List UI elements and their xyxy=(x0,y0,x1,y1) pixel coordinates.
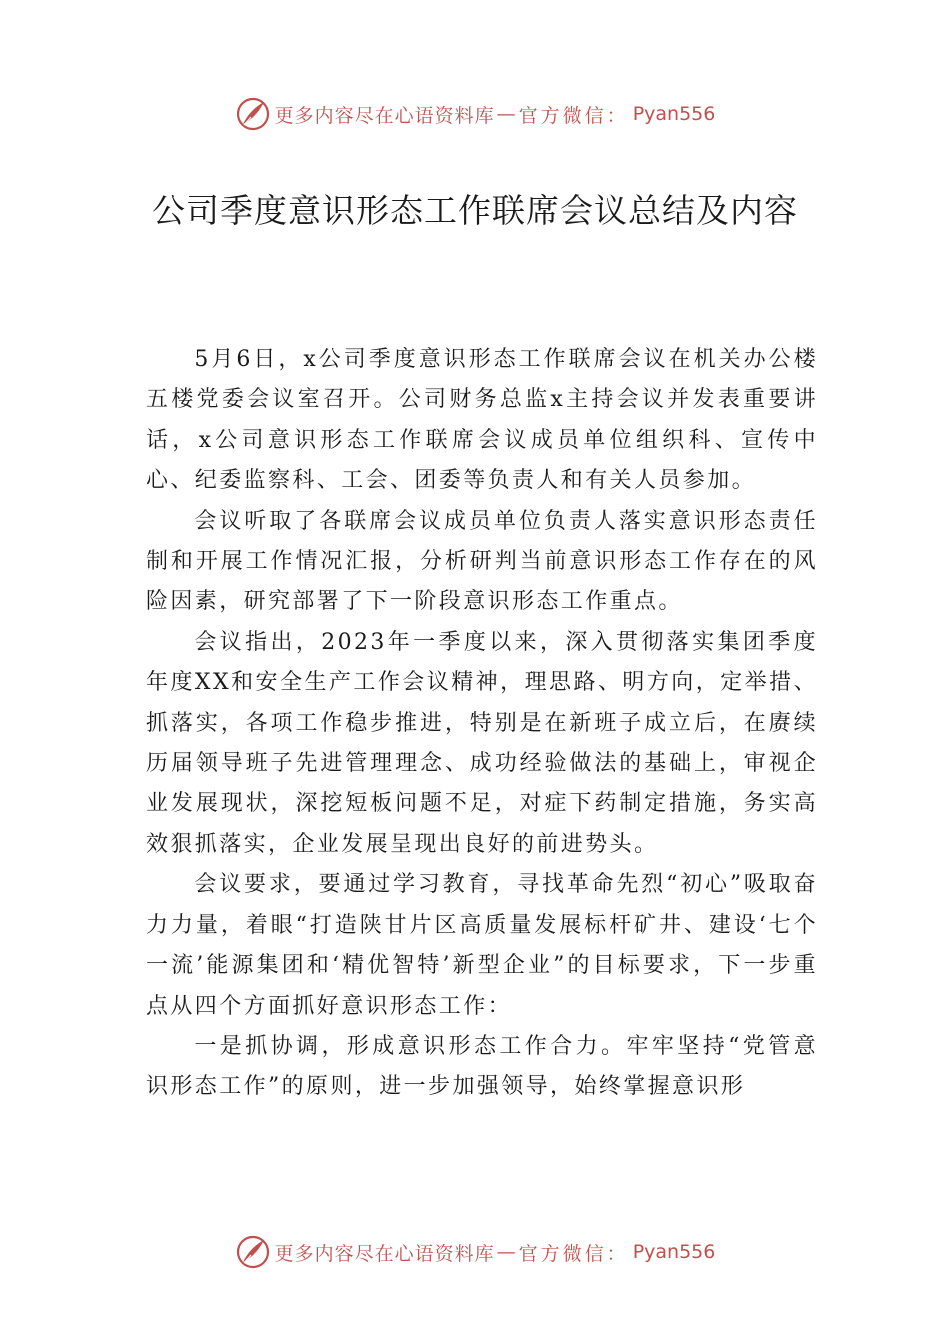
wechat-id: Pyan556 xyxy=(632,1241,716,1263)
document-body xyxy=(146,340,818,1108)
paragraph: 会议指出，2023年一季度以来，深入贯彻落实集团季度年度XX和安全生产工作会议精神，理思路、明方向，定举措、抓落实，各项工作稳步推进，特别是在新班子成立后，在赓续历届领导班子先进管理理念、成功经验做法的基础上，审视企业发展现状，深挖短板问题不足，对症下药制定措施，务实高效狠抓落实，企业发展呈现出良好的前进势头。 xyxy=(146,629,818,857)
document-title: 公司季度意识形态工作联席会议总结及内容 xyxy=(152,191,798,230)
feather-pen-logo-icon xyxy=(235,1234,271,1270)
header-watermark xyxy=(0,94,950,134)
paragraph: 一是抓协调，形成意识形态工作合力。牢牢坚持“党管意识形态工作”的原则，进一步加强领导，始终掌握意识形 xyxy=(146,1033,818,1100)
paragraph: 会议要求，要通过学习教育，寻找革命先烈“初心”吸取奋力力量，着眼“打造陕甘片区高质量发展标杆矿井、建设‘七个一流’能源集团和‘精优智特’新型企业”的目标要求，下一步重点从四个方面抓好意识形态工作： xyxy=(146,872,818,1019)
wechat-id: Pyan556 xyxy=(632,103,716,125)
watermark-text: 更多内容尽在心语资料库 xyxy=(274,1242,495,1265)
paragraph: 5月6日，x公司季度意识形态工作联席会议在机关办公楼五楼党委会议室召开。公司财务总监x主持会议并发表重要讲话，x公司意识形态工作联席会议成员单位组织科、宣传中心、纪委监察科、工会、团委等负责人和有关人员参加。 xyxy=(146,347,818,494)
footer-watermark xyxy=(0,1232,950,1272)
watermark-separator: — xyxy=(496,103,517,125)
wechat-label: 官方微信： xyxy=(518,104,629,127)
watermark-separator: — xyxy=(496,1241,517,1263)
wechat-label: 官方微信： xyxy=(518,1242,629,1265)
watermark-text: 更多内容尽在心语资料库 xyxy=(274,104,495,127)
feather-pen-logo-icon xyxy=(235,96,271,132)
paragraph: 会议听取了各联席会议成员单位负责人落实意识形态责任制和开展工作情况汇报，分析研判当前意识形态工作存在的风险因素，研究部署了下一阶段意识形态工作重点。 xyxy=(146,508,818,615)
